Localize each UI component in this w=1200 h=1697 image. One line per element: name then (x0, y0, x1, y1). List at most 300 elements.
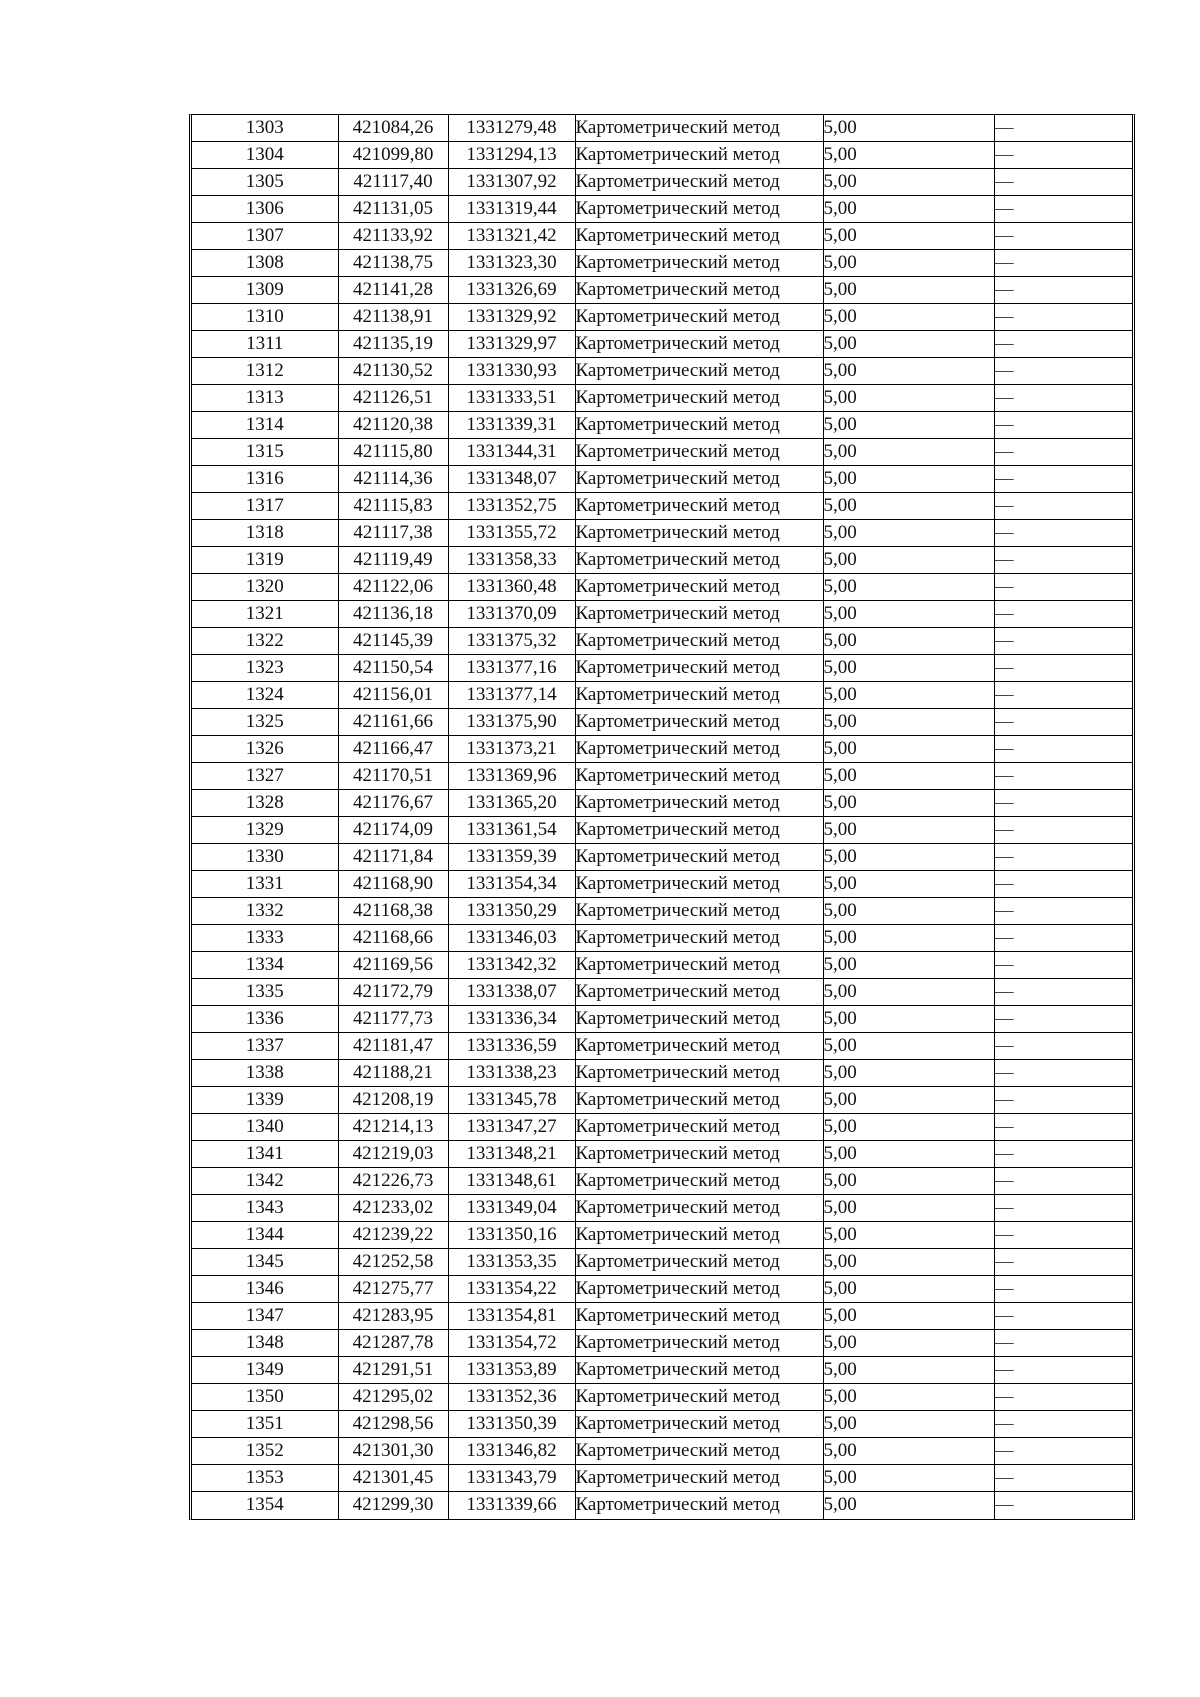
table-row (192, 925, 1132, 952)
method-cell: Картометрический метод (575, 1060, 823, 1087)
point-number-cell: 1319 (192, 547, 338, 574)
description-cell: — (994, 844, 1132, 871)
point-number-cell: 1324 (192, 682, 338, 709)
coord-y-cell: 1331319,44 (448, 196, 575, 223)
coord-x-cell: 421145,39 (338, 628, 448, 655)
description-cell: — (994, 196, 1132, 223)
accuracy-cell: 5,00 (823, 520, 994, 547)
point-number-cell: 1315 (192, 439, 338, 466)
coord-x-cell: 421226,73 (338, 1168, 448, 1195)
description-cell: — (994, 682, 1132, 709)
point-number-cell: 1318 (192, 520, 338, 547)
table-row (192, 817, 1132, 844)
coord-x-cell: 421168,38 (338, 898, 448, 925)
coord-y-cell: 1331307,92 (448, 169, 575, 196)
method-cell: Картометрический метод (575, 763, 823, 790)
point-number-cell: 1323 (192, 655, 338, 682)
coord-x-cell: 421171,84 (338, 844, 448, 871)
point-number-cell: 1349 (192, 1357, 338, 1384)
coord-y-cell: 1331330,93 (448, 358, 575, 385)
coord-y-cell: 1331348,21 (448, 1141, 575, 1168)
coord-y-cell: 1331358,33 (448, 547, 575, 574)
accuracy-cell: 5,00 (823, 115, 994, 142)
point-number-cell: 1352 (192, 1438, 338, 1465)
accuracy-cell: 5,00 (823, 331, 994, 358)
coord-x-cell: 421117,40 (338, 169, 448, 196)
coord-x-cell: 421115,83 (338, 493, 448, 520)
method-cell: Картометрический метод (575, 790, 823, 817)
point-number-cell: 1317 (192, 493, 338, 520)
method-cell: Картометрический метод (575, 169, 823, 196)
table-row (192, 142, 1132, 169)
table-row (192, 1141, 1132, 1168)
accuracy-cell: 5,00 (823, 1087, 994, 1114)
description-cell: — (994, 412, 1132, 439)
table-row (192, 1276, 1132, 1303)
accuracy-cell: 5,00 (823, 1357, 994, 1384)
point-number-cell: 1321 (192, 601, 338, 628)
point-number-cell: 1353 (192, 1465, 338, 1492)
coord-y-cell: 1331350,39 (448, 1411, 575, 1438)
coord-x-cell: 421208,19 (338, 1087, 448, 1114)
method-cell: Картометрический метод (575, 493, 823, 520)
accuracy-cell: 5,00 (823, 574, 994, 601)
coord-y-cell: 1331329,97 (448, 331, 575, 358)
description-cell: — (994, 925, 1132, 952)
point-number-cell: 1312 (192, 358, 338, 385)
method-cell: Картометрический метод (575, 898, 823, 925)
coord-x-cell: 421135,19 (338, 331, 448, 358)
description-cell: — (994, 628, 1132, 655)
description-cell: — (994, 709, 1132, 736)
point-number-cell: 1345 (192, 1249, 338, 1276)
point-number-cell: 1354 (192, 1492, 338, 1519)
accuracy-cell: 5,00 (823, 1222, 994, 1249)
coordinates-table-frame (189, 114, 1135, 1520)
table-row (192, 574, 1132, 601)
coord-y-cell: 1331354,72 (448, 1330, 575, 1357)
method-cell: Картометрический метод (575, 1141, 823, 1168)
accuracy-cell: 5,00 (823, 1492, 994, 1519)
point-number-cell: 1333 (192, 925, 338, 952)
coord-x-cell: 421138,75 (338, 250, 448, 277)
method-cell: Картометрический метод (575, 1411, 823, 1438)
accuracy-cell: 5,00 (823, 1330, 994, 1357)
description-cell: — (994, 574, 1132, 601)
method-cell: Картометрический метод (575, 1438, 823, 1465)
method-cell: Картометрический метод (575, 1114, 823, 1141)
method-cell: Картометрический метод (575, 331, 823, 358)
description-cell: — (994, 1195, 1132, 1222)
coord-x-cell: 421275,77 (338, 1276, 448, 1303)
coord-y-cell: 1331279,48 (448, 115, 575, 142)
method-cell: Картометрический метод (575, 1033, 823, 1060)
description-cell: — (994, 547, 1132, 574)
point-number-cell: 1325 (192, 709, 338, 736)
description-cell: — (994, 1114, 1132, 1141)
table-row (192, 1060, 1132, 1087)
table-body (192, 115, 1132, 1519)
coord-y-cell: 1331347,27 (448, 1114, 575, 1141)
description-cell: — (994, 817, 1132, 844)
coord-x-cell: 421133,92 (338, 223, 448, 250)
point-number-cell: 1338 (192, 1060, 338, 1087)
point-number-cell: 1350 (192, 1384, 338, 1411)
table-row (192, 1168, 1132, 1195)
coord-y-cell: 1331377,14 (448, 682, 575, 709)
coord-x-cell: 421131,05 (338, 196, 448, 223)
coord-x-cell: 421301,45 (338, 1465, 448, 1492)
description-cell: — (994, 979, 1132, 1006)
accuracy-cell: 5,00 (823, 1384, 994, 1411)
accuracy-cell: 5,00 (823, 925, 994, 952)
method-cell: Картометрический метод (575, 196, 823, 223)
method-cell: Картометрический метод (575, 1276, 823, 1303)
table-row (192, 655, 1132, 682)
description-cell: — (994, 1006, 1132, 1033)
accuracy-cell: 5,00 (823, 277, 994, 304)
point-number-cell: 1342 (192, 1168, 338, 1195)
table-row (192, 1330, 1132, 1357)
coord-x-cell: 421117,38 (338, 520, 448, 547)
coord-x-cell: 421114,36 (338, 466, 448, 493)
method-cell: Картометрический метод (575, 412, 823, 439)
coord-y-cell: 1331339,66 (448, 1492, 575, 1519)
point-number-cell: 1343 (192, 1195, 338, 1222)
table-row (192, 115, 1132, 142)
coord-x-cell: 421084,26 (338, 115, 448, 142)
method-cell: Картометрический метод (575, 1195, 823, 1222)
accuracy-cell: 5,00 (823, 736, 994, 763)
coord-y-cell: 1331359,39 (448, 844, 575, 871)
description-cell: — (994, 1303, 1132, 1330)
point-number-cell: 1316 (192, 466, 338, 493)
table-row (192, 682, 1132, 709)
coord-y-cell: 1331338,23 (448, 1060, 575, 1087)
accuracy-cell: 5,00 (823, 709, 994, 736)
accuracy-cell: 5,00 (823, 979, 994, 1006)
coord-x-cell: 421115,80 (338, 439, 448, 466)
method-cell: Картометрический метод (575, 736, 823, 763)
point-number-cell: 1309 (192, 277, 338, 304)
description-cell: — (994, 952, 1132, 979)
coord-y-cell: 1331375,90 (448, 709, 575, 736)
coord-y-cell: 1331346,82 (448, 1438, 575, 1465)
coord-x-cell: 421239,22 (338, 1222, 448, 1249)
accuracy-cell: 5,00 (823, 628, 994, 655)
description-cell: — (994, 1249, 1132, 1276)
coord-y-cell: 1331354,81 (448, 1303, 575, 1330)
description-cell: — (994, 1411, 1132, 1438)
table-row (192, 1492, 1132, 1519)
method-cell: Картометрический метод (575, 871, 823, 898)
description-cell: — (994, 655, 1132, 682)
coord-x-cell: 421126,51 (338, 385, 448, 412)
table-row (192, 547, 1132, 574)
point-number-cell: 1351 (192, 1411, 338, 1438)
point-number-cell: 1322 (192, 628, 338, 655)
table-row (192, 871, 1132, 898)
accuracy-cell: 5,00 (823, 601, 994, 628)
coord-y-cell: 1331333,51 (448, 385, 575, 412)
accuracy-cell: 5,00 (823, 385, 994, 412)
method-cell: Картометрический метод (575, 142, 823, 169)
coord-x-cell: 421170,51 (338, 763, 448, 790)
method-cell: Картометрический метод (575, 277, 823, 304)
table-row (192, 358, 1132, 385)
table-row (192, 601, 1132, 628)
accuracy-cell: 5,00 (823, 1411, 994, 1438)
coord-x-cell: 421291,51 (338, 1357, 448, 1384)
description-cell: — (994, 358, 1132, 385)
coord-y-cell: 1331375,32 (448, 628, 575, 655)
coord-y-cell: 1331336,59 (448, 1033, 575, 1060)
method-cell: Картометрический метод (575, 628, 823, 655)
point-number-cell: 1327 (192, 763, 338, 790)
coord-y-cell: 1331336,34 (448, 1006, 575, 1033)
description-cell: — (994, 331, 1132, 358)
coord-x-cell: 421120,38 (338, 412, 448, 439)
coord-y-cell: 1331321,42 (448, 223, 575, 250)
table-row (192, 1114, 1132, 1141)
method-cell: Картометрический метод (575, 601, 823, 628)
coord-x-cell: 421214,13 (338, 1114, 448, 1141)
coord-y-cell: 1331343,79 (448, 1465, 575, 1492)
coord-y-cell: 1331365,20 (448, 790, 575, 817)
coord-y-cell: 1331352,36 (448, 1384, 575, 1411)
description-cell: — (994, 1087, 1132, 1114)
coord-x-cell: 421168,90 (338, 871, 448, 898)
table-row (192, 1087, 1132, 1114)
coord-x-cell: 421177,73 (338, 1006, 448, 1033)
coord-y-cell: 1331353,89 (448, 1357, 575, 1384)
method-cell: Картометрический метод (575, 1249, 823, 1276)
coord-y-cell: 1331339,31 (448, 412, 575, 439)
description-cell: — (994, 1330, 1132, 1357)
accuracy-cell: 5,00 (823, 493, 994, 520)
point-number-cell: 1306 (192, 196, 338, 223)
coord-y-cell: 1331345,78 (448, 1087, 575, 1114)
accuracy-cell: 5,00 (823, 1303, 994, 1330)
accuracy-cell: 5,00 (823, 655, 994, 682)
coord-x-cell: 421141,28 (338, 277, 448, 304)
accuracy-cell: 5,00 (823, 196, 994, 223)
coord-y-cell: 1331353,35 (448, 1249, 575, 1276)
method-cell: Картометрический метод (575, 547, 823, 574)
coord-x-cell: 421287,78 (338, 1330, 448, 1357)
description-cell: — (994, 115, 1132, 142)
coord-y-cell: 1331294,13 (448, 142, 575, 169)
accuracy-cell: 5,00 (823, 466, 994, 493)
description-cell: — (994, 1357, 1132, 1384)
coord-y-cell: 1331360,48 (448, 574, 575, 601)
accuracy-cell: 5,00 (823, 412, 994, 439)
point-number-cell: 1330 (192, 844, 338, 871)
point-number-cell: 1311 (192, 331, 338, 358)
accuracy-cell: 5,00 (823, 1195, 994, 1222)
accuracy-cell: 5,00 (823, 250, 994, 277)
method-cell: Картометрический метод (575, 385, 823, 412)
coord-y-cell: 1331346,03 (448, 925, 575, 952)
accuracy-cell: 5,00 (823, 1033, 994, 1060)
coord-y-cell: 1331355,72 (448, 520, 575, 547)
method-cell: Картометрический метод (575, 1492, 823, 1519)
point-number-cell: 1314 (192, 412, 338, 439)
description-cell: — (994, 1384, 1132, 1411)
coord-y-cell: 1331342,32 (448, 952, 575, 979)
coord-x-cell: 421161,66 (338, 709, 448, 736)
coord-x-cell: 421119,49 (338, 547, 448, 574)
method-cell: Картометрический метод (575, 1384, 823, 1411)
table-row (192, 331, 1132, 358)
description-cell: — (994, 1168, 1132, 1195)
table-row (192, 952, 1132, 979)
coord-x-cell: 421176,67 (338, 790, 448, 817)
coord-y-cell: 1331323,30 (448, 250, 575, 277)
table-row (192, 790, 1132, 817)
coord-x-cell: 421188,21 (338, 1060, 448, 1087)
table-row (192, 277, 1132, 304)
description-cell: — (994, 1033, 1132, 1060)
method-cell: Картометрический метод (575, 844, 823, 871)
description-cell: — (994, 439, 1132, 466)
method-cell: Картометрический метод (575, 358, 823, 385)
coordinates-table (192, 115, 1132, 1519)
coord-x-cell: 421136,18 (338, 601, 448, 628)
description-cell: — (994, 1222, 1132, 1249)
method-cell: Картометрический метод (575, 115, 823, 142)
table-row (192, 898, 1132, 925)
point-number-cell: 1340 (192, 1114, 338, 1141)
table-row (192, 493, 1132, 520)
accuracy-cell: 5,00 (823, 1141, 994, 1168)
coord-y-cell: 1331350,29 (448, 898, 575, 925)
description-cell: — (994, 277, 1132, 304)
accuracy-cell: 5,00 (823, 1060, 994, 1087)
point-number-cell: 1320 (192, 574, 338, 601)
accuracy-cell: 5,00 (823, 682, 994, 709)
coord-y-cell: 1331350,16 (448, 1222, 575, 1249)
method-cell: Картометрический метод (575, 439, 823, 466)
coord-y-cell: 1331348,07 (448, 466, 575, 493)
coord-y-cell: 1331361,54 (448, 817, 575, 844)
point-number-cell: 1329 (192, 817, 338, 844)
description-cell: — (994, 142, 1132, 169)
coord-x-cell: 421168,66 (338, 925, 448, 952)
method-cell: Картометрический метод (575, 925, 823, 952)
coord-x-cell: 421172,79 (338, 979, 448, 1006)
method-cell: Картометрический метод (575, 979, 823, 1006)
accuracy-cell: 5,00 (823, 1438, 994, 1465)
coord-y-cell: 1331329,92 (448, 304, 575, 331)
point-number-cell: 1348 (192, 1330, 338, 1357)
point-number-cell: 1313 (192, 385, 338, 412)
accuracy-cell: 5,00 (823, 547, 994, 574)
method-cell: Картометрический метод (575, 223, 823, 250)
method-cell: Картометрический метод (575, 466, 823, 493)
accuracy-cell: 5,00 (823, 871, 994, 898)
description-cell: — (994, 466, 1132, 493)
coord-y-cell: 1331352,75 (448, 493, 575, 520)
coord-y-cell: 1331373,21 (448, 736, 575, 763)
description-cell: — (994, 871, 1132, 898)
table-row (192, 709, 1132, 736)
method-cell: Картометрический метод (575, 655, 823, 682)
point-number-cell: 1337 (192, 1033, 338, 1060)
description-cell: — (994, 1060, 1132, 1087)
description-cell: — (994, 1141, 1132, 1168)
method-cell: Картометрический метод (575, 1087, 823, 1114)
accuracy-cell: 5,00 (823, 817, 994, 844)
point-number-cell: 1308 (192, 250, 338, 277)
table-row (192, 412, 1132, 439)
method-cell: Картометрический метод (575, 1222, 823, 1249)
coord-x-cell: 421301,30 (338, 1438, 448, 1465)
accuracy-cell: 5,00 (823, 169, 994, 196)
table-row (192, 466, 1132, 493)
point-number-cell: 1341 (192, 1141, 338, 1168)
point-number-cell: 1346 (192, 1276, 338, 1303)
accuracy-cell: 5,00 (823, 1114, 994, 1141)
method-cell: Картометрический метод (575, 682, 823, 709)
coord-y-cell: 1331377,16 (448, 655, 575, 682)
method-cell: Картометрический метод (575, 1168, 823, 1195)
method-cell: Картометрический метод (575, 1330, 823, 1357)
table-row (192, 1411, 1132, 1438)
point-number-cell: 1310 (192, 304, 338, 331)
method-cell: Картометрический метод (575, 1303, 823, 1330)
method-cell: Картометрический метод (575, 250, 823, 277)
point-number-cell: 1347 (192, 1303, 338, 1330)
method-cell: Картометрический метод (575, 304, 823, 331)
description-cell: — (994, 898, 1132, 925)
coord-x-cell: 421166,47 (338, 736, 448, 763)
accuracy-cell: 5,00 (823, 1168, 994, 1195)
description-cell: — (994, 223, 1132, 250)
accuracy-cell: 5,00 (823, 358, 994, 385)
table-row (192, 1033, 1132, 1060)
table-row (192, 1195, 1132, 1222)
point-number-cell: 1304 (192, 142, 338, 169)
method-cell: Картометрический метод (575, 817, 823, 844)
method-cell: Картометрический метод (575, 520, 823, 547)
coord-y-cell: 1331344,31 (448, 439, 575, 466)
table-row (192, 223, 1132, 250)
description-cell: — (994, 493, 1132, 520)
coord-x-cell: 421169,56 (338, 952, 448, 979)
point-number-cell: 1335 (192, 979, 338, 1006)
coord-x-cell: 421156,01 (338, 682, 448, 709)
accuracy-cell: 5,00 (823, 1276, 994, 1303)
accuracy-cell: 5,00 (823, 1006, 994, 1033)
coord-x-cell: 421299,30 (338, 1492, 448, 1519)
accuracy-cell: 5,00 (823, 223, 994, 250)
description-cell: — (994, 1465, 1132, 1492)
accuracy-cell: 5,00 (823, 142, 994, 169)
table-row (192, 385, 1132, 412)
point-number-cell: 1303 (192, 115, 338, 142)
table-row (192, 1438, 1132, 1465)
description-cell: — (994, 763, 1132, 790)
table-row (192, 979, 1132, 1006)
method-cell: Картометрический метод (575, 709, 823, 736)
method-cell: Картометрический метод (575, 1357, 823, 1384)
point-number-cell: 1332 (192, 898, 338, 925)
table-row (192, 250, 1132, 277)
description-cell: — (994, 520, 1132, 547)
accuracy-cell: 5,00 (823, 1465, 994, 1492)
table-row (192, 628, 1132, 655)
